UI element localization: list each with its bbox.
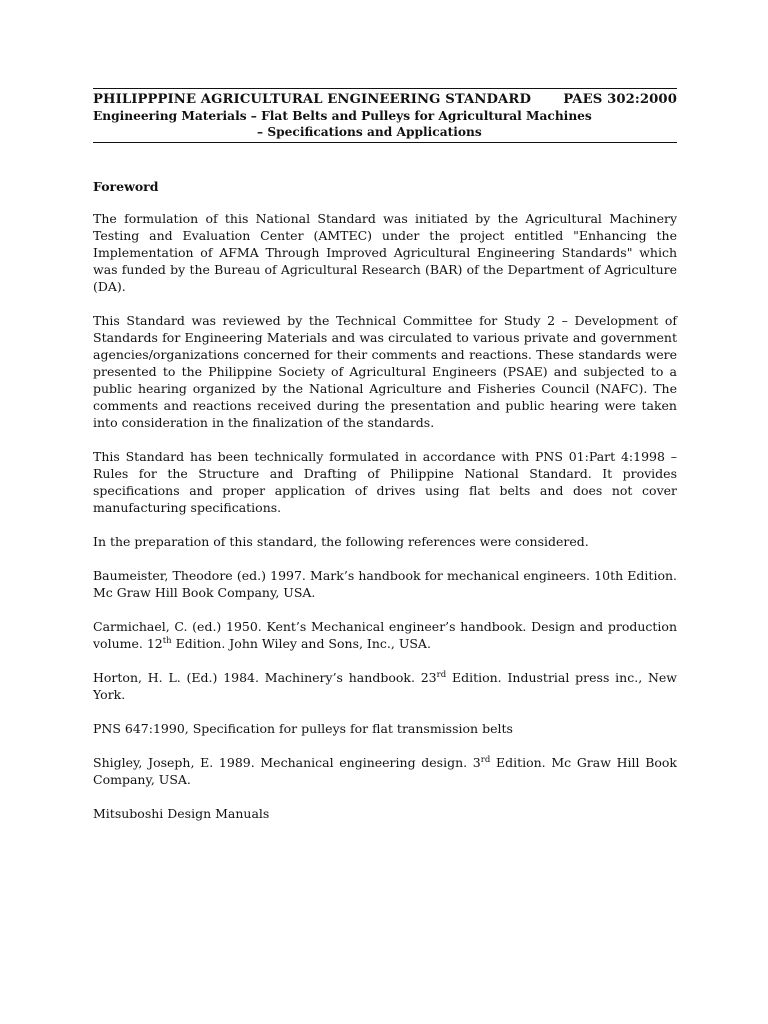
reference-superscript: rd (436, 670, 447, 680)
standard-title: PHILIPPPINE AGRICULTURAL ENGINEERING STANDARD (93, 92, 531, 107)
reference-item (93, 669, 677, 703)
standard-subtitle-line1: Engineering Materials – Flat Belts and Pulleys for Agricultural Machines (93, 109, 592, 123)
reference-text: Carmichael, C. (ed.) 1950. Kent’s Mechanical engineer’s handbook. Design and production volume. 12 (93, 619, 677, 651)
reference-text: PNS 647:1990, Specification for pulleys for flat transmission belts (93, 721, 513, 736)
reference-text: Horton, H. L. (Ed.) 1984. Machinery’s handbook. 23 (93, 670, 437, 685)
reference-superscript: rd (480, 755, 491, 765)
document-header (93, 88, 677, 143)
document-body (93, 178, 677, 839)
reference-item (93, 618, 677, 652)
foreword-paragraph-1: The formulation of this National Standard was initiated by the Agricultural Machinery Testing and Evaluation Center (AMTEC) under the project entitled "Enhancing the Implementation of AFMA Through Improved Agricultural Engineering Standards" which was funded by the Bureau of Agricultural Research (BAR) of the Department of Agriculture (DA). (93, 211, 677, 294)
reference-item (93, 805, 677, 822)
reference-text: Shigley, Joseph, E. 1989. Mechanical engineering design. 3 (93, 755, 481, 770)
standard-subtitle-line2: – Specifications and Applications (257, 125, 482, 139)
foreword-heading: Foreword (93, 179, 159, 194)
reference-item (93, 720, 677, 737)
reference-item (93, 567, 677, 601)
reference-item (93, 754, 677, 788)
header-title-row (93, 92, 677, 108)
reference-text: Edition. Mc Graw Hill Book Company, USA. (93, 755, 678, 787)
foreword-paragraph-4: In the preparation of this standard, the following references were considered. (93, 534, 589, 549)
reference-text: Edition. Industrial press inc., New York. (93, 670, 678, 702)
reference-text: Edition. John Wiley and Sons, Inc., USA. (171, 636, 431, 651)
foreword-paragraph-3: This Standard has been technically formulated in accordance with PNS 01:Part 4:1998 – Rules for the Structure and Drafting of Philippine National Standard. It provides specifications and proper application of drives using flat belts and does not cover manufacturing specifications. (93, 449, 677, 515)
standard-code: PAES 302:2000 (563, 92, 677, 107)
foreword-paragraph-2: This Standard was reviewed by the Technical Committee for Study 2 – Development of Standards for Engineering Materials and was circulated to various private and government agencies/organizations concerned for their comments and reactions. These standards were presented to the Philippine Society of Agricultural Engineers (PSAE) and subjected to a public hearing organized by the National Agriculture and Fisheries Council (NAFC). The comments and reactions received during the presentation and public hearing were taken into consideration in the finalization of the standards. (93, 313, 677, 430)
reference-text: Mitsuboshi Design Manuals (93, 806, 270, 821)
reference-superscript: th (162, 636, 172, 646)
reference-text: Baumeister, Theodore (ed.) 1997. Mark’s handbook for mechanical engineers. 10th Edition. Mc Graw Hill Book Company, USA. (93, 568, 677, 600)
